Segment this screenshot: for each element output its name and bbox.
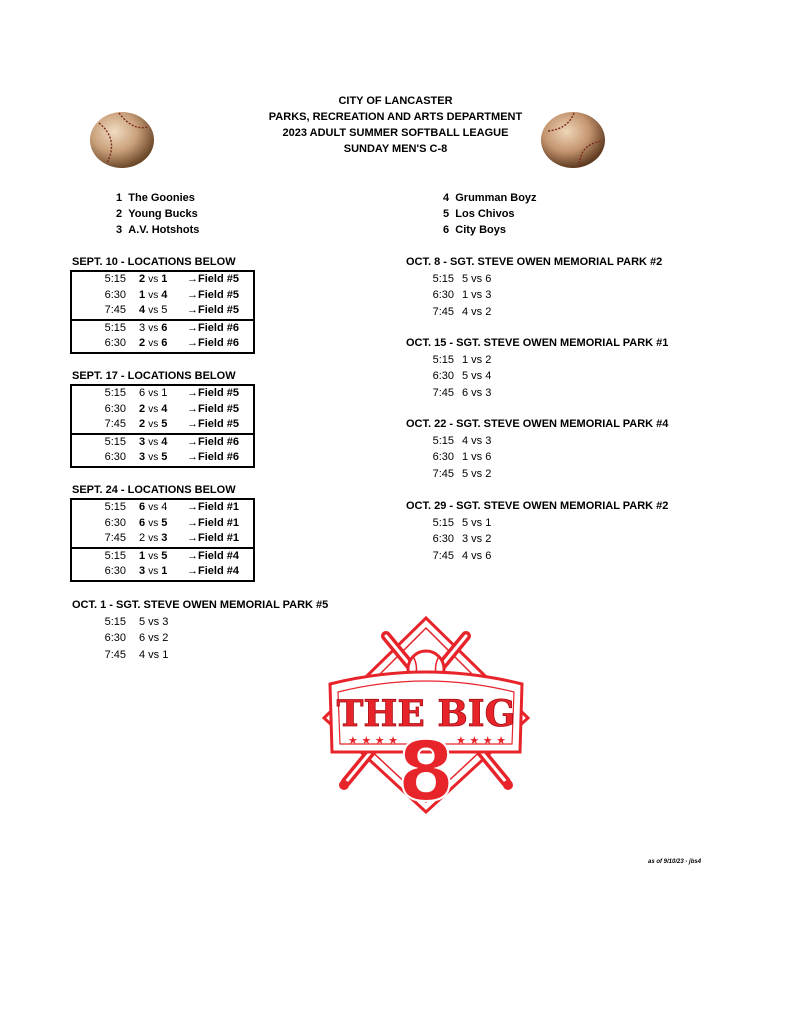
game-row: 6:30 6 vs 2 [104,632,169,645]
game-row: 5:15 1 vs 2 [432,354,492,366]
game-row: 7:45 4 vs 5 →Field #5 [104,304,239,316]
game-row: 5:15 2 vs 1 →Field #5 [104,273,239,285]
game-row: 6:30 1 vs 6 [432,451,492,464]
game-row: 7:45 4 vs 1 [104,648,169,661]
game-row: 5:15 5 vs 3 [104,616,169,628]
schedule-box-sept17 [70,384,255,468]
schedule-list-oct8 [400,271,580,320]
team-item: 5 Los Chivos [443,208,515,220]
teams-list-left [116,190,199,238]
team-item: 2 Young Bucks [116,208,198,220]
header-league: 2023 ADULT SUMMER SOFTBALL LEAGUE [282,127,509,139]
section-title: SEPT. 17 - LOCATIONS BELOW [72,370,236,382]
field-group [72,386,253,433]
game-row: 5:15 1 vs 5 →Field #4 [104,549,239,562]
softball-icon [89,111,155,169]
game-row: 5:15 3 vs 6 →Field #6 [104,321,239,334]
game-row: 7:45 2 vs 3 →Field #1 [104,532,239,544]
game-row: 7:45 4 vs 2 [432,305,492,318]
teams-list-right [443,190,537,238]
section-title: SEPT. 24 - LOCATIONS BELOW [72,484,236,496]
header-department: PARKS, RECREATION AND ARTS DEPARTMENT [268,111,523,123]
section-title: OCT. 15 - SGT. STEVE OWEN MEMORIAL PARK #1 [406,337,669,349]
team-item: 6 City Boys [443,224,506,236]
header-division: SUNDAY MEN'S C-8 [343,143,448,155]
game-row: 6:30 6 vs 5 →Field #1 [104,516,239,529]
team-item: 4 Grumman Boyz [443,192,537,204]
section-title: OCT. 8 - SGT. STEVE OWEN MEMORIAL PARK #2 [406,256,663,268]
team-item: 1 The Goonies [116,192,195,204]
logo-title: THE BIG [336,693,516,735]
game-row: 7:45 2 vs 5 →Field #5 [104,418,239,430]
schedule-list-oct1 [72,614,252,663]
game-row: 5:15 6 vs 1 →Field #5 [104,387,239,399]
game-row: 7:45 4 vs 6 [432,549,492,562]
svg-text:★ ★ ★ ★: ★ ★ ★ ★ [348,734,398,747]
softball-icon [540,111,606,169]
game-row: 5:15 5 vs 1 [432,517,492,529]
field-group [72,547,253,580]
section-title: SEPT. 10 - LOCATIONS BELOW [72,256,236,268]
baseball-bats-logo [316,614,536,814]
game-row: 6:30 3 vs 1 →Field #4 [104,565,239,577]
header-city: CITY OF LANCASTER [338,95,453,107]
game-row: 5:15 6 vs 4 →Field #1 [104,501,239,513]
game-row: 6:30 2 vs 4 →Field #5 [104,402,239,415]
field-group [72,500,253,547]
game-row: 7:45 5 vs 2 [432,467,492,480]
section-title: OCT. 29 - SGT. STEVE OWEN MEMORIAL PARK #2 [406,500,669,512]
field-group [72,272,253,319]
section-title: OCT. 1 - SGT. STEVE OWEN MEMORIAL PARK #5 [72,599,329,611]
game-row: 7:45 6 vs 3 [432,386,492,399]
schedule-box-sept10 [70,270,255,354]
schedule-list-oct29 [400,515,580,564]
schedule-box-sept24 [70,498,255,582]
section-title: OCT. 22 - SGT. STEVE OWEN MEMORIAL PARK #4 [406,418,669,430]
field-group [72,319,253,352]
svg-text:★ ★ ★ ★: ★ ★ ★ ★ [456,734,506,747]
game-row: 6:30 1 vs 4 →Field #5 [104,288,239,301]
game-row: 5:15 5 vs 6 [432,273,492,285]
logo-number: 8 [397,725,455,814]
game-row: 6:30 3 vs 5 →Field #6 [104,451,239,463]
game-row: 6:30 5 vs 4 [432,370,492,383]
game-row: 5:15 4 vs 3 [432,435,492,447]
schedule-list-oct15 [400,352,580,401]
schedule-list-oct22 [400,433,580,482]
field-group [72,433,253,466]
game-row: 6:30 1 vs 3 [432,289,492,302]
game-row: 5:15 3 vs 4 →Field #6 [104,435,239,448]
game-row: 6:30 2 vs 6 →Field #6 [104,337,239,349]
game-row: 6:30 3 vs 2 [432,533,492,546]
team-item: 3 A.V. Hotshots [116,224,200,236]
revision-note: as of 9/10/23 - jbs4 [648,859,702,865]
